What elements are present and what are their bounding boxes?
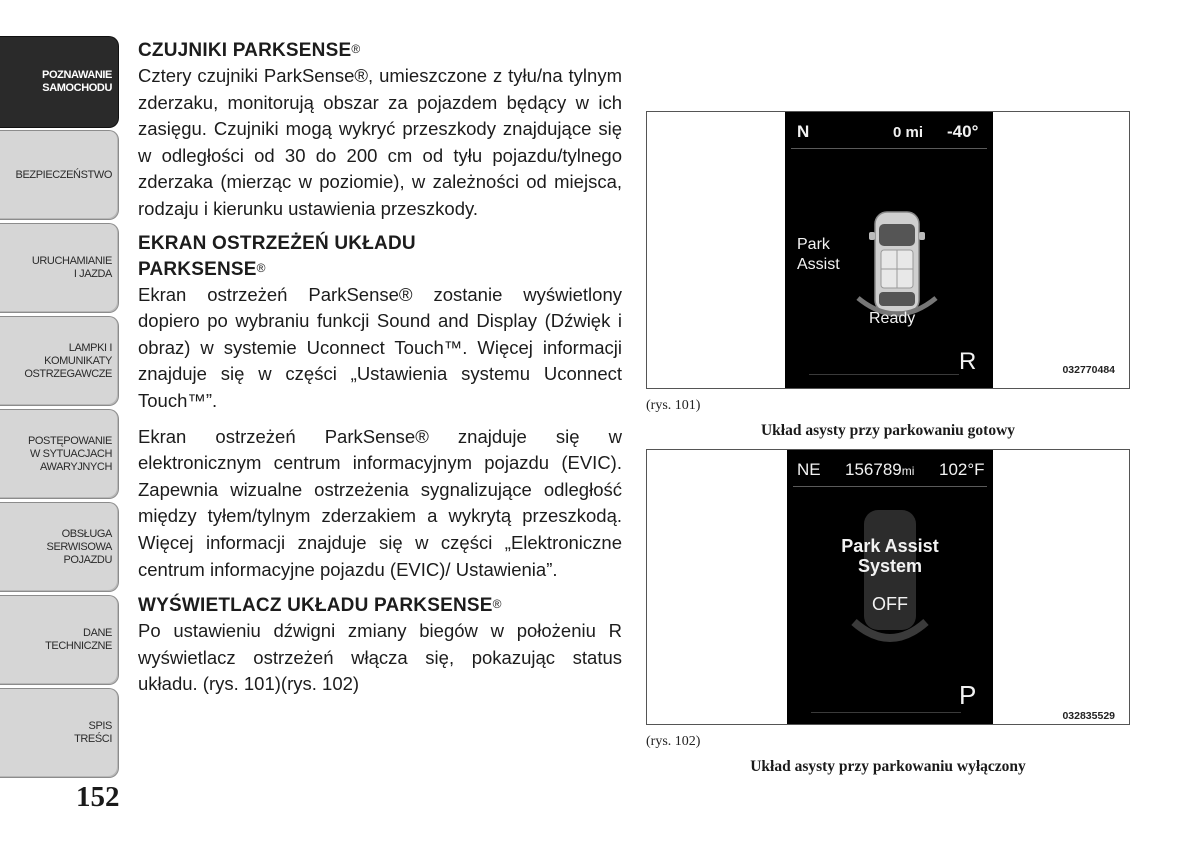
tab-label: OBSŁUGA SERWISOWA POJAZDU (46, 527, 112, 566)
status-text: Ready (869, 310, 916, 327)
figure-102 (646, 449, 1130, 775)
tab-label: POSTĘPOWANIE W SYTUACJACH AWARYJNYCH (27, 434, 112, 473)
status-divider (793, 486, 987, 487)
message-line-2: System (857, 556, 923, 576)
temperature-readout: -40° (947, 122, 979, 141)
message-line-2: Assist (797, 256, 840, 273)
figure-code: 032770484 (1062, 364, 1115, 376)
gear-indicator: P (959, 680, 977, 710)
figure-101 (646, 111, 1130, 439)
figure-caption: Układ asysty przy parkowaniu gotowy (760, 422, 1016, 439)
tab-poznawanie-samochodu[interactable] (0, 36, 119, 128)
tab-uruchamianie-i-jazda[interactable] (0, 223, 119, 313)
section-heading-ekran: EKRAN OSTRZEŻEŃ UKŁADU PARKSENSE® (138, 232, 416, 280)
tab-label: POZNAWANIE SAMOCHODU (42, 69, 112, 94)
section-heading-wyswietlacz: WYŚWIETLACZ UKŁADU PARKSENSE® (138, 595, 502, 617)
page-number: 152 (76, 781, 120, 813)
bottom-divider (809, 374, 959, 375)
tab-lampki-i-komunikaty[interactable] (0, 316, 119, 406)
tab-postepowanie-awaryjne[interactable] (0, 409, 119, 499)
evic-screen (785, 112, 993, 388)
paragraph-ekran-2: Ekran ostrzeżeń ParkSense® znajduje się w elektronicznym centrum informacyjnym pojazdu (EVIC). Zapewnia wizualne ostrzeżenia sygnalizujące odległość między tyłem/tylnym zderzakiem a wykrytą przeszkodą. Więcej informacji znajduje się w części „Elektroniczne centrum informacyjne pojazdu (EVIC)/ Ustawienia”. (138, 425, 622, 580)
tab-label: BEZPIECZEŃSTWO (15, 168, 112, 181)
tab-obsluga-serwisowa[interactable] (0, 502, 119, 592)
tab-label: URUCHAMIANIE I JAZDA (31, 255, 112, 280)
figure-caption: Układ asysty przy parkowaniu wyłączony (750, 758, 1026, 775)
tab-dane-techniczne[interactable] (0, 595, 119, 685)
figure-ref: (rys. 101) (646, 398, 701, 413)
bottom-divider (811, 712, 961, 713)
compass-heading: NE (797, 460, 821, 479)
message-line-1: Park Assist (841, 536, 939, 556)
status-text: OFF (872, 594, 908, 614)
message-line-1: Park (797, 236, 830, 253)
paragraph-wyswietlacz: Po ustawieniu dźwigni zmiany biegów w położeniu R wyświetlacz ostrzeżeń włącza się, pokazując status układu. (rys. 101)(rys. 102) (138, 620, 622, 695)
paragraph-czujniki: Cztery czujniki ParkSense®, umieszczone z tyłu/na tylnym zderzaku, monitorują obszar za pojazdem będący w ich zasięgu. Czujniki mogą wykryć przeszkody znajdujące się w odległości od 30 do 200 cm od tyłu pojazdu/tylnego zderzaka (mierząc w poziomie), w zależności od miejsca, rodzaju i kierunku ustawienia przeszkody. (138, 65, 622, 219)
paragraph-ekran-1: Ekran ostrzeżeń ParkSense® zostanie wyświetlony dopiero po wybraniu funkcji Sound and Display (Dźwięk i obraz) w systemie Uconnect Touch™. Więcej informacji znajduje się w części „Ustawienia systemu Uconnect Touch™”. (138, 283, 622, 411)
figure-frame (646, 111, 1130, 389)
section-heading-czujniki: CZUJNIKI PARKSENSE® (138, 40, 361, 61)
evic-screen (787, 450, 993, 724)
main-text-column (138, 37, 622, 698)
odometer-readout: 156789mi (845, 460, 915, 479)
tab-spis-tresci[interactable] (0, 688, 119, 778)
compass-heading: N (797, 122, 810, 141)
tab-label: SPIS TREŚCI (74, 720, 112, 745)
gear-indicator: R (959, 348, 977, 375)
tab-label: LAMPKI I KOMUNIKATY OSTRZEGAWCZE (24, 341, 112, 380)
odometer-readout: 0 mi (893, 124, 924, 141)
temperature-readout: 102°F (939, 460, 985, 479)
tab-label: DANE TECHNICZNE (45, 627, 112, 652)
figure-frame (646, 449, 1130, 725)
status-divider (791, 148, 987, 149)
figure-code: 032835529 (1062, 710, 1115, 722)
figure-ref: (rys. 102) (646, 734, 701, 749)
tab-bezpieczenstwo[interactable] (0, 130, 119, 220)
